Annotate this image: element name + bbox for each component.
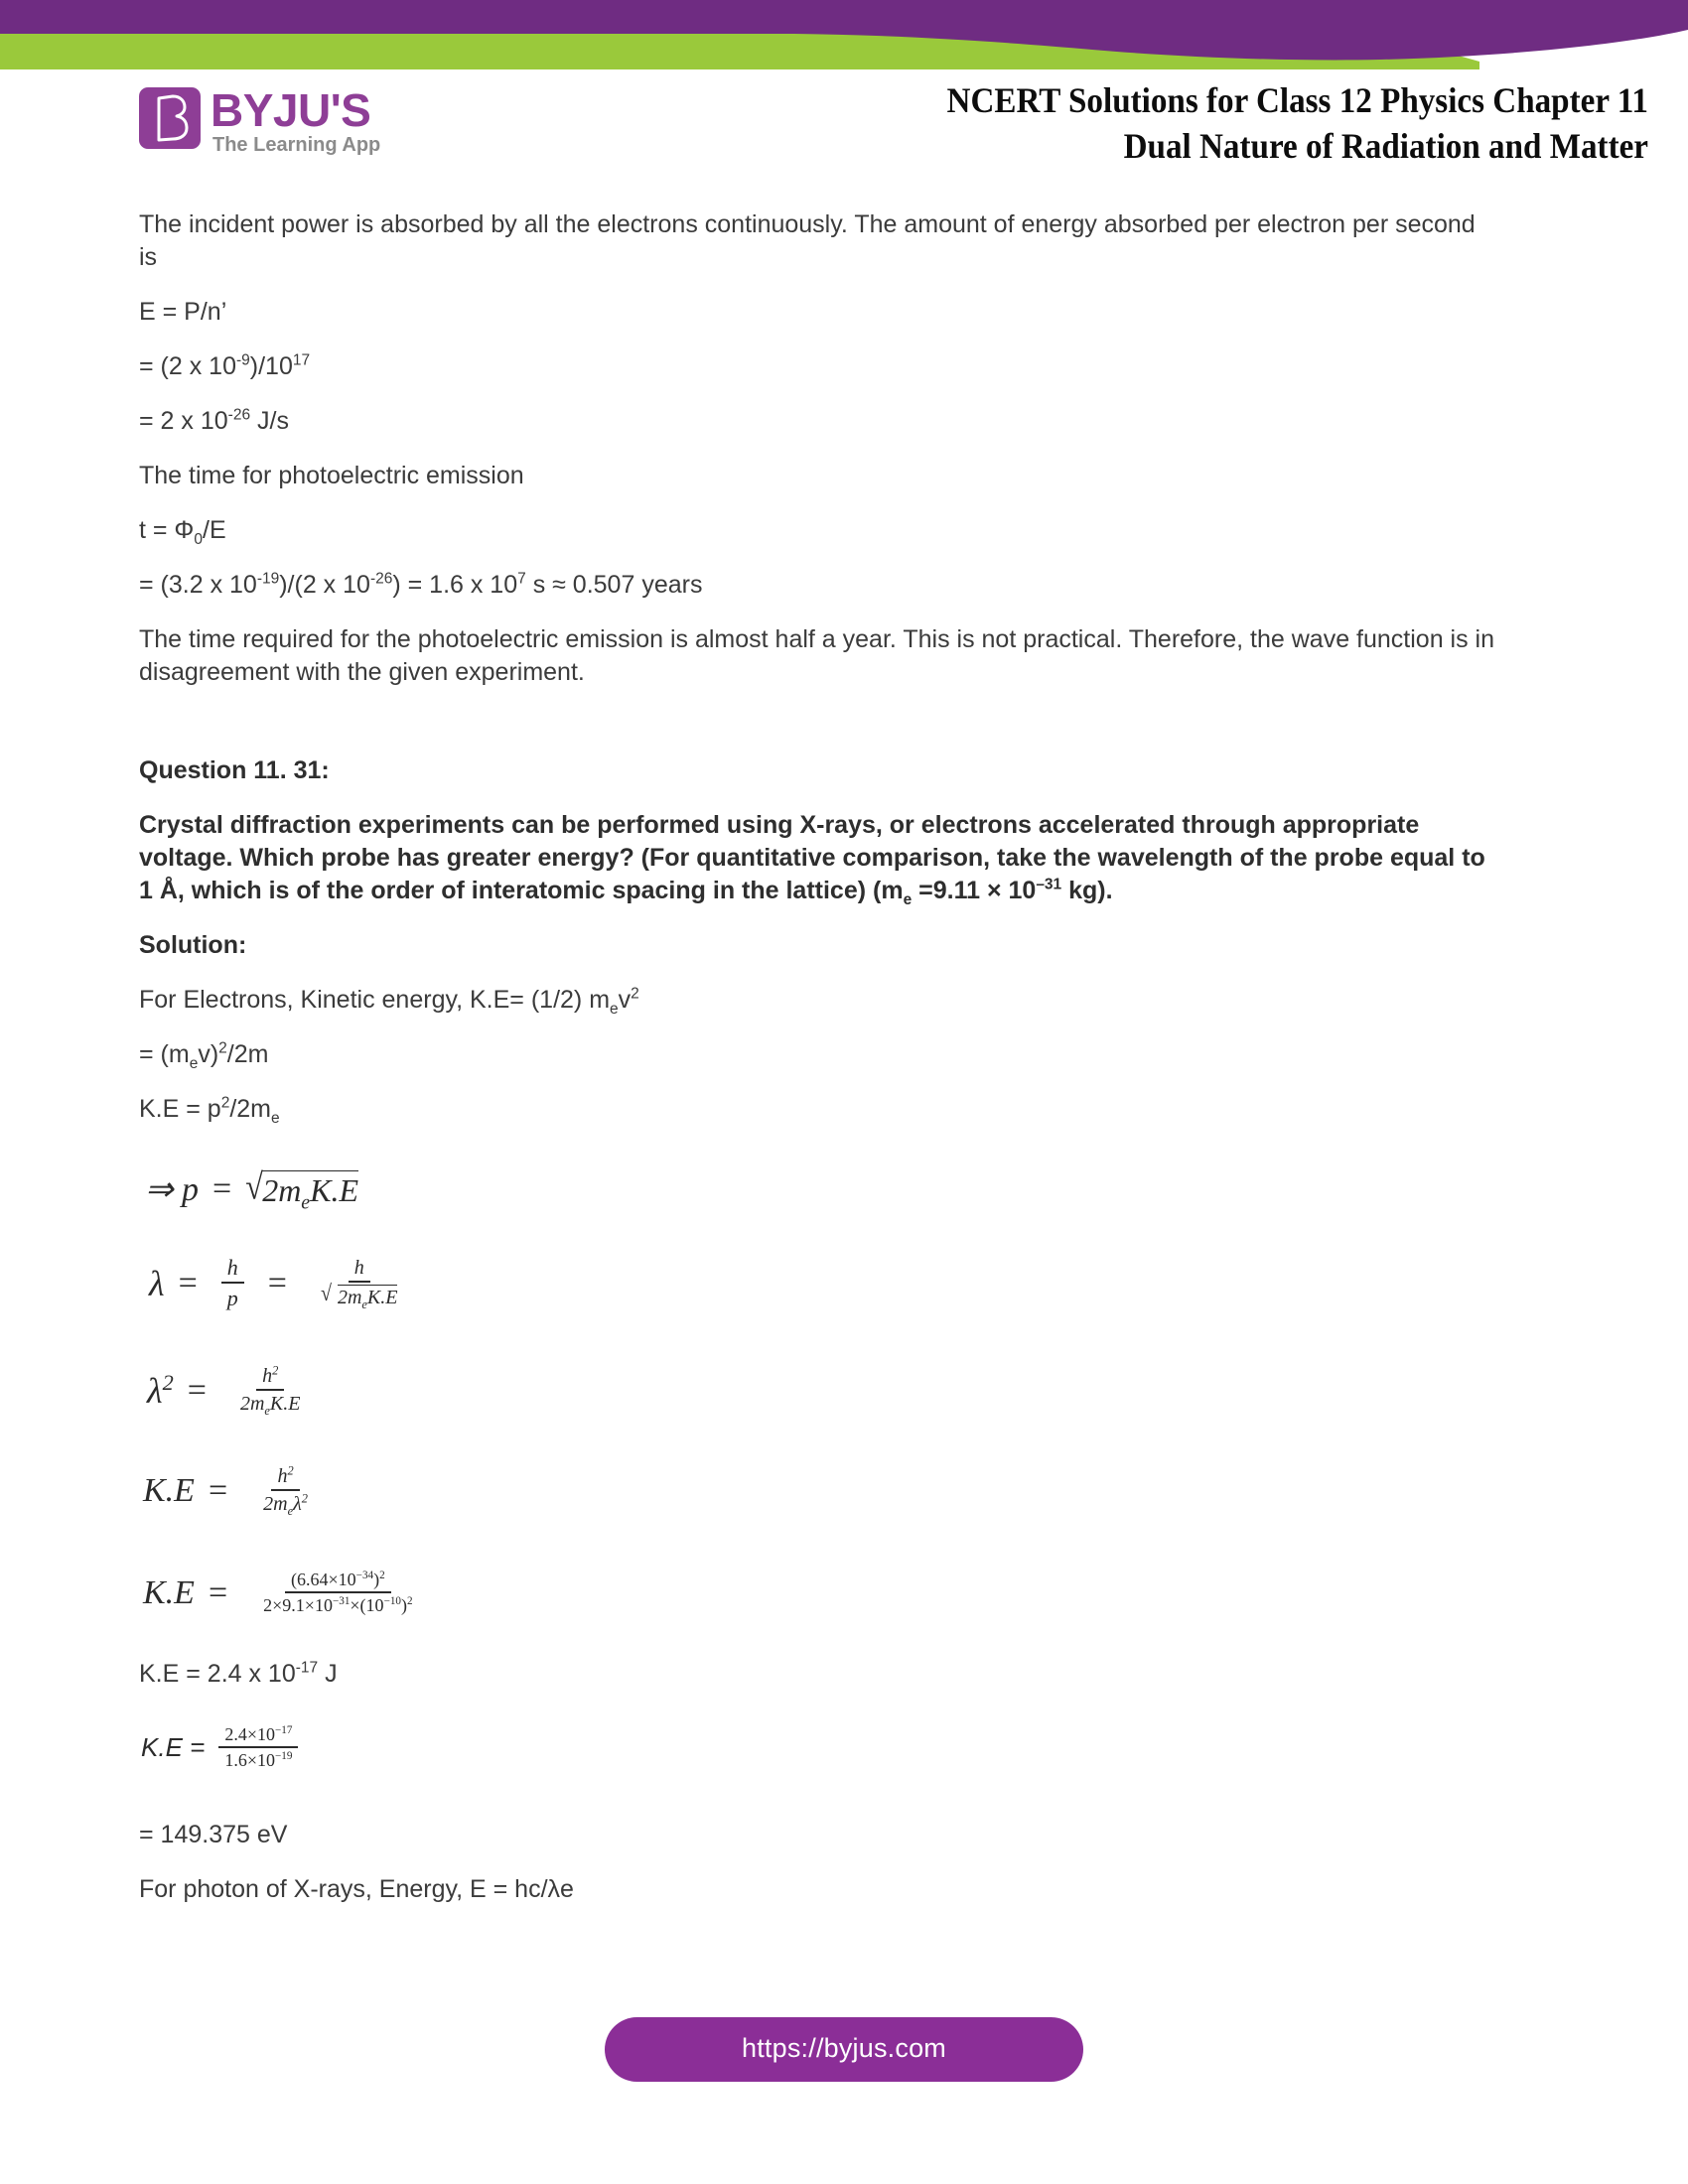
math-equals: = — [208, 1573, 228, 1611]
math-fraction: $\frac{2.4\times 10^{-17}}{1.6\times 10^{-19}}$ — [218, 1724, 298, 1771]
math-fraction: $\frac{h^2}{2m_e\lambda^2}$ — [263, 1463, 308, 1518]
equation-ke-joules — [139, 1658, 1499, 1691]
eq-subscript: e — [189, 1055, 199, 1072]
equation-power-over-n — [139, 350, 1499, 383]
eq-exponent: -26 — [369, 570, 393, 588]
document-body — [139, 208, 1529, 1928]
eq-part: J/s — [250, 407, 289, 435]
eq-part: = 2 x 10 — [139, 407, 228, 435]
math-fraction-h-sqrt: h √ $2m_eK.E$ — [315, 1257, 404, 1309]
eq-part: ) = 1.6 x 10 — [392, 571, 518, 599]
math-spacer — [139, 1797, 1529, 1819]
question-heading: Question 11. 31: — [139, 756, 330, 784]
math-equals-2: = — [267, 1264, 287, 1301]
page-title — [643, 77, 1648, 169]
eq-exponent: 2 — [631, 985, 639, 1003]
green-bar-shape — [0, 33, 1479, 69]
math-lhs: K.E — [143, 1471, 195, 1509]
eq-exponent: -17 — [295, 1659, 319, 1677]
eq-part: = (3.2 x 10 — [139, 571, 257, 599]
eq-exponent: -19 — [256, 570, 280, 588]
question-statement — [139, 809, 1499, 907]
eq-part: )/(2 x 10 — [279, 571, 370, 599]
math-lhs: K.E = — [141, 1732, 206, 1762]
eq-subscript: 0 — [194, 531, 204, 548]
math-lhs: K.E — [143, 1573, 195, 1611]
math-wavelength — [149, 1255, 1529, 1311]
logo-tagline: The Learning App — [212, 134, 381, 156]
eq-part: J — [318, 1660, 338, 1688]
question-subscript: e — [903, 891, 913, 908]
logo-mark-square — [139, 87, 201, 149]
purple-bar-shape — [0, 0, 1688, 60]
eq-exponent: 2 — [218, 1039, 227, 1057]
math-ke-substitution — [143, 1570, 1529, 1616]
byjus-logo — [139, 84, 437, 163]
byjus-website-link[interactable]: https://byjus.com — [605, 2017, 1083, 2082]
question-part: =9.11 × 10 — [912, 877, 1037, 904]
equation-kinetic-energy-def — [139, 984, 1499, 1017]
eq-subscript: e — [271, 1110, 280, 1127]
eq-part: /2m — [226, 1040, 269, 1068]
equation-time-result — [139, 569, 1499, 602]
eq-exponent: 7 — [517, 570, 526, 588]
math-spacer — [139, 1642, 1529, 1658]
paragraph-incident-power: The incident power is absorbed by all the electrons continuously. The amount of energy absorbed per electron per second is — [139, 210, 1476, 271]
eq-part: v) — [198, 1040, 219, 1068]
page-title-line-2: Dual Nature of Radiation and Matter — [1123, 126, 1648, 166]
math-ke-ev-ratio — [141, 1724, 1529, 1771]
equation-energy-per-electron: E = P/n’ — [139, 298, 227, 326]
math-sqrt: √ $2m_eK.E$ — [321, 1285, 398, 1309]
paragraph-xray-photon: For photon of X-rays, Energy, E = hc/λe — [139, 1875, 574, 1903]
math-wavelength-squared — [147, 1365, 1529, 1416]
math-fraction-h-p: $\frac{h}{p}$ — [221, 1255, 244, 1311]
math-equals: = — [212, 1170, 232, 1207]
math-spacer — [139, 1235, 1529, 1255]
eq-exponent: 2 — [220, 1094, 230, 1112]
page-title-line-1: NCERT Solutions for Class 12 Physics Chapter 11 — [946, 80, 1648, 120]
solution-heading: Solution: — [139, 931, 247, 959]
eq-part: = (2 x 10 — [139, 352, 236, 380]
logo-wordmark: BYJU'S — [211, 84, 371, 136]
eq-exponent: -9 — [235, 351, 250, 369]
eq-part: )/10 — [249, 352, 293, 380]
math-spacer — [139, 1148, 1529, 1169]
paragraph-time-emission: The time for photoelectric emission — [139, 462, 524, 489]
equation-time-formula — [139, 514, 1499, 547]
math-fraction: $\frac{h^2}{2m_eK.E}$ — [239, 1363, 301, 1418]
question-exponent: –31 — [1036, 876, 1062, 893]
section-spacer — [139, 711, 1529, 754]
question-part: Crystal diffraction experiments can be performed using X-rays, or electrons accelerated through appropriate voltage. Which probe has greater energy? (For quantitative comparison, take the wavelength of the probe equal to 1 Å, which is of the order of interatomic spacing in the lattice) (m — [139, 811, 1485, 904]
eq-exponent: -26 — [227, 406, 251, 424]
eq-exponent: 17 — [292, 351, 311, 369]
math-spacer — [139, 1337, 1529, 1365]
eq-part: /2m — [229, 1095, 272, 1123]
math-lhs: ⇒ p — [145, 1171, 199, 1208]
eq-part: s ≈ 0.507 years — [525, 571, 703, 599]
math-ke-formula — [143, 1465, 1529, 1516]
math-equals: = — [208, 1471, 228, 1509]
equation-ke-p-squared — [139, 1093, 1499, 1126]
eq-part: For Electrons, Kinetic energy, K.E= (1/2) m — [139, 986, 611, 1014]
math-spacer — [139, 1542, 1529, 1570]
logo-b-icon — [153, 94, 189, 142]
math-spacer — [139, 1712, 1529, 1724]
eq-part: = (m — [139, 1040, 190, 1068]
eq-part: /E — [203, 516, 226, 544]
equation-energy-result — [139, 405, 1499, 438]
math-fraction: $\frac{(6.64\times 10^{-34})^2}{2\times 9.1\times 10^{-31}\times(10^{-10})^2}$ — [263, 1570, 413, 1615]
eq-part: t = Φ — [139, 516, 195, 544]
question-part: kg). — [1061, 877, 1113, 904]
math-lhs: $\lambda^2$ — [147, 1369, 174, 1411]
math-equals: = — [178, 1264, 198, 1301]
math-momentum-sqrt — [145, 1169, 1529, 1213]
eq-part: K.E = 2.4 x 10 — [139, 1660, 296, 1688]
math-equals: = — [187, 1371, 207, 1409]
math-lhs: λ — [149, 1263, 165, 1303]
eq-subscript: e — [610, 1001, 619, 1018]
equation-momentum-form — [139, 1038, 1499, 1071]
eq-part: K.E = p — [139, 1095, 221, 1123]
eq-part: v — [618, 986, 632, 1014]
equation-ev-result: = 149.375 eV — [139, 1821, 288, 1848]
header-decoration-band — [0, 0, 1688, 69]
paragraph-conclusion: The time required for the photoelectric emission is almost half a year. This is not practical. Therefore, the wave function is in disagreement with the given experiment. — [139, 625, 1495, 686]
math-sqrt: √ $2m_eK.E$ — [245, 1170, 358, 1209]
math-spacer — [139, 1441, 1529, 1465]
